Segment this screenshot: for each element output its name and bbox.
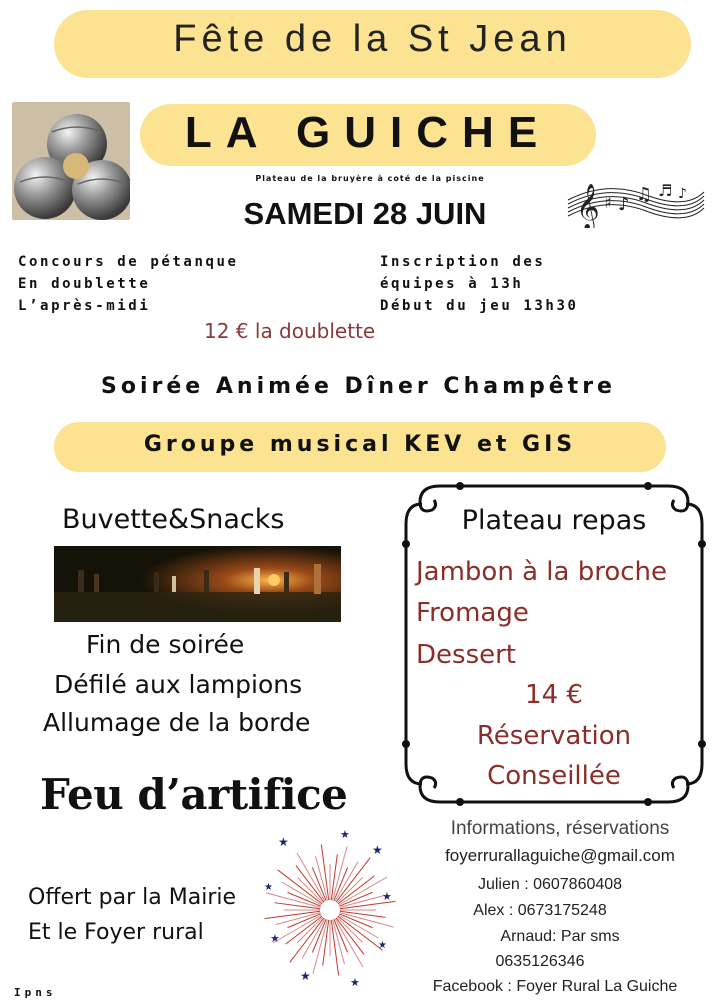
offert-line: Offert par la Mairie — [28, 885, 237, 910]
feu-artifice-heading: Feu d’artifice — [40, 770, 348, 819]
inscription-info — [380, 251, 710, 317]
event-date: SAMEDI 28 JUIN — [243, 196, 487, 231]
petanque-line: En doublette — [18, 276, 151, 292]
svg-text:★: ★ — [270, 932, 280, 945]
inscription-line: Début du jeu 13h30 — [380, 298, 579, 314]
village-name: LA GUICHE — [184, 108, 552, 157]
svg-text:★: ★ — [372, 843, 383, 857]
contact-facebook[interactable]: Facebook : Foyer Rural La Guiche — [432, 978, 678, 995]
info-heading: Informations, réservations — [450, 818, 670, 839]
inscription-line: équipes à 13h — [380, 276, 524, 292]
location-text: Plateau de la bruyère à coté de la piscine — [255, 174, 485, 183]
svg-text:★: ★ — [382, 890, 392, 903]
fireworks-icon — [260, 830, 400, 990]
petanque-line: L’après-midi — [18, 298, 151, 314]
svg-text:♫: ♫ — [636, 184, 653, 205]
allumage-line: Allumage de la borde — [43, 708, 311, 737]
petanque-info — [18, 251, 348, 317]
groupe-musical: Groupe musical KEV et GIS — [143, 432, 577, 457]
event-title: Fête de la St Jean — [173, 18, 572, 60]
contact-julien: Julien : 0607860408 — [477, 876, 623, 893]
soiree-heading: Soirée Animée Dîner Champêtre — [101, 374, 616, 399]
contact-email[interactable]: foyerrurallaguiche@gmail.com — [445, 846, 675, 865]
fin-soiree-line: Fin de soirée — [86, 630, 245, 659]
offert-par — [28, 880, 236, 950]
ipns-mark: Ipns — [14, 986, 57, 999]
svg-text:★: ★ — [350, 976, 360, 989]
svg-text:𝄞: 𝄞 — [576, 184, 600, 228]
svg-text:♯: ♯ — [604, 193, 612, 212]
svg-text:★: ★ — [300, 969, 311, 983]
svg-text:★: ★ — [264, 882, 273, 893]
plateau-repas-heading: Plateau repas — [461, 505, 647, 536]
contact-arnaud-phone: 0635126346 — [495, 953, 585, 970]
plateau-price: 14 € — [525, 680, 583, 710]
offert-line: Et le Foyer rural — [28, 920, 204, 945]
petanque-balls-image — [12, 102, 130, 220]
menu-item: Dessert — [416, 640, 516, 670]
doublette-price: 12 € la doublette — [204, 319, 376, 343]
contact-arnaud: Arnaud: Par sms — [500, 928, 620, 945]
svg-text:★: ★ — [340, 830, 350, 841]
menu-item: Fromage — [416, 598, 529, 628]
music-notes-icon — [566, 170, 706, 228]
reservation-line: Réservation — [476, 721, 632, 751]
svg-text:★: ★ — [278, 835, 289, 849]
svg-text:♪: ♪ — [678, 186, 687, 202]
reservation-line: Conseillée — [487, 761, 621, 791]
buvette-heading: Buvette&Snacks — [62, 504, 285, 535]
petanque-line: Concours de pétanque — [18, 254, 239, 270]
svg-text:★: ★ — [378, 940, 387, 951]
inscription-line: Inscription des — [380, 254, 546, 270]
menu-item: Jambon à la broche — [416, 557, 667, 587]
contact-alex: Alex : 0673175248 — [473, 902, 607, 919]
svg-text:♬: ♬ — [658, 181, 673, 200]
defile-line: Défilé aux lampions — [54, 670, 303, 699]
night-bonfire-photo — [54, 546, 341, 622]
svg-text:♪: ♪ — [618, 194, 630, 215]
